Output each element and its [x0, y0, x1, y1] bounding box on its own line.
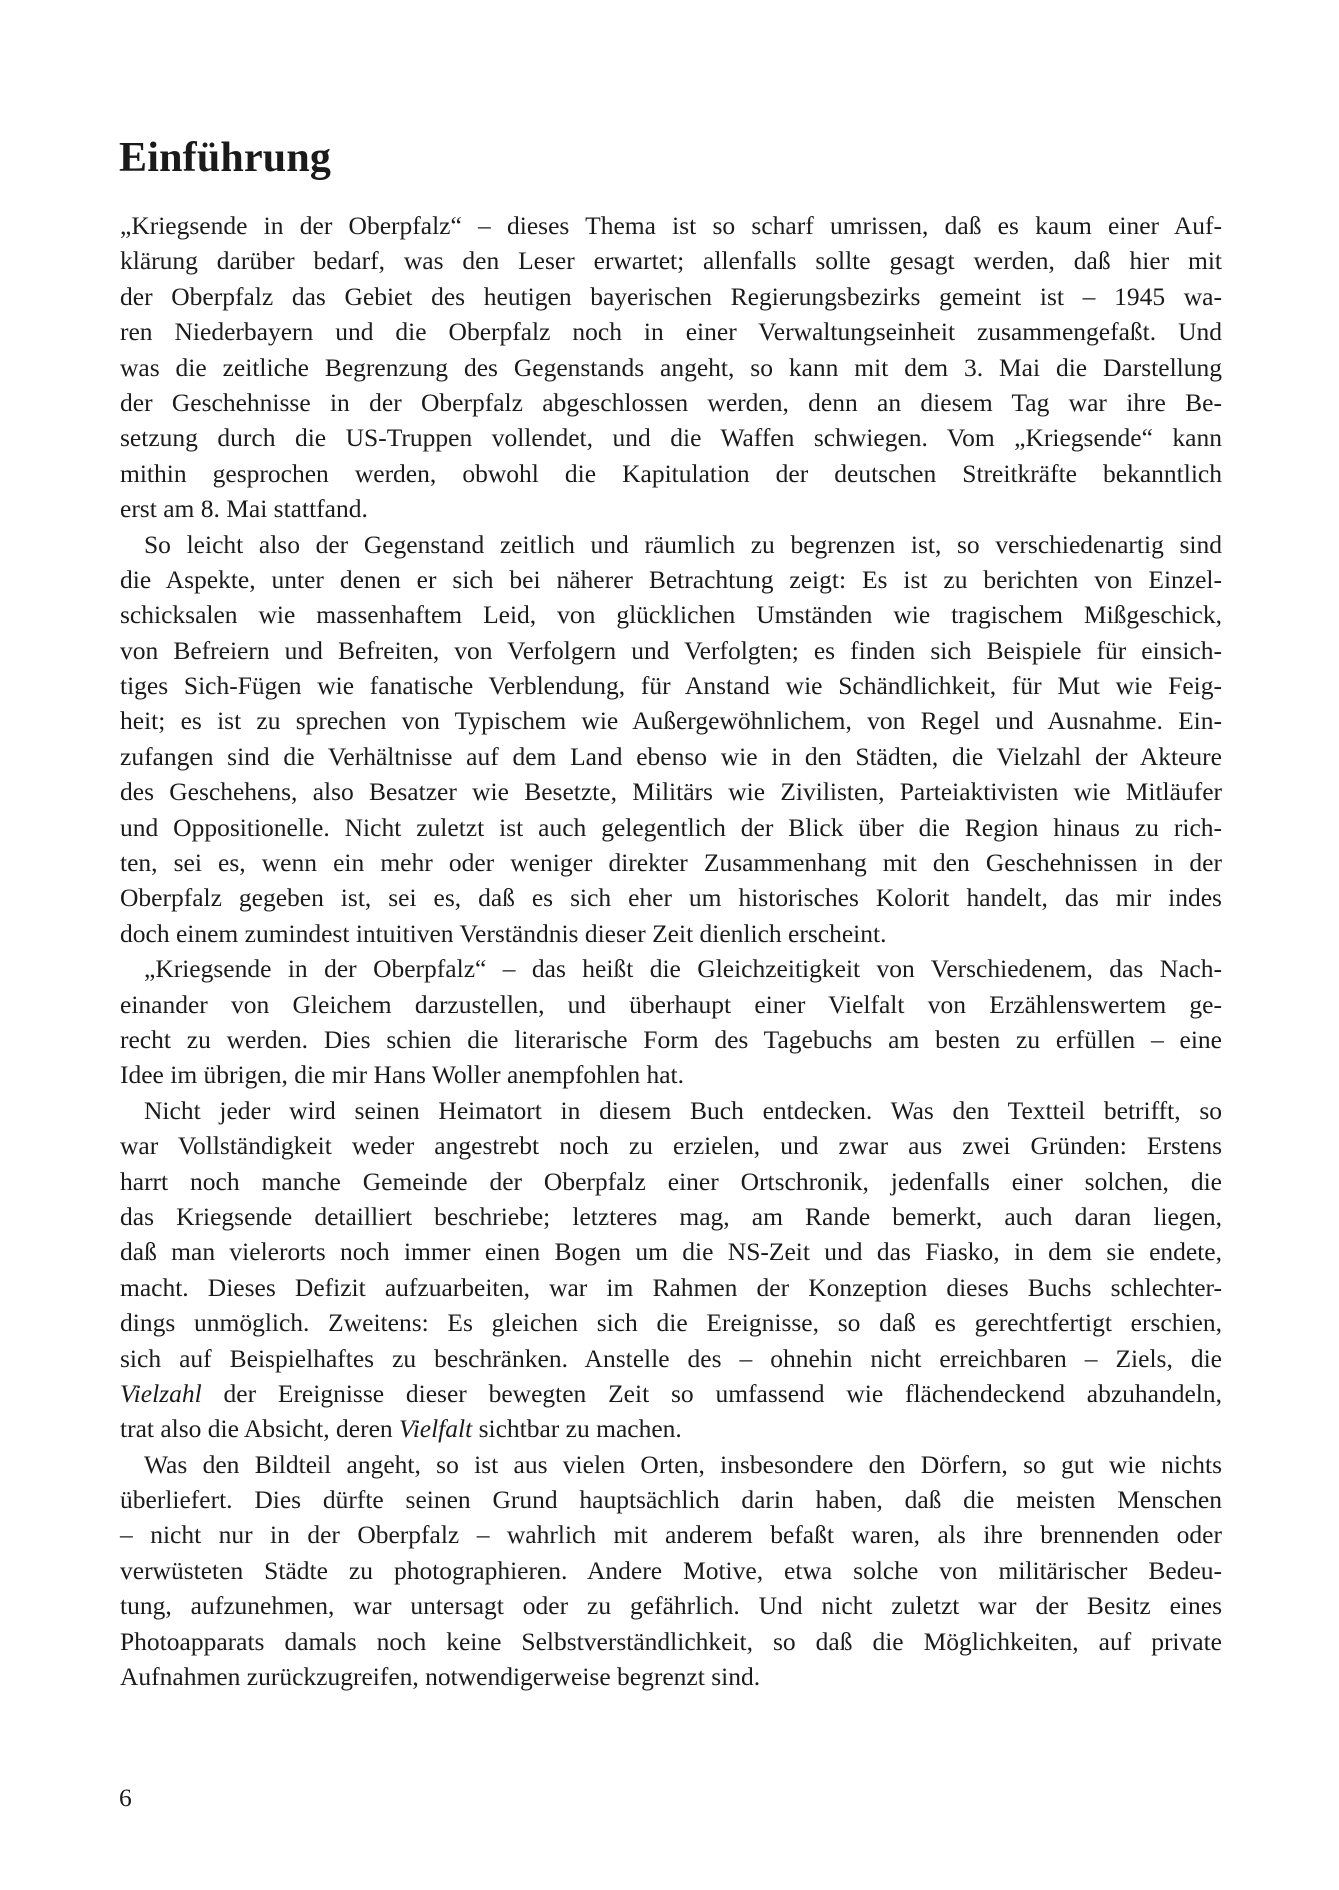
text-line [120, 1164, 1222, 1199]
text-span: und Oppositionelle. Nicht zuletzt ist auch gelegentlich der Blick über die Region hinaus zu rich- [120, 812, 1222, 842]
text-line [120, 243, 1222, 278]
text-span: einander von Gleichem darzustellen, und überhaupt einer Vielfalt von Erzählenswertem ge- [120, 989, 1222, 1019]
italic-text: Vielzahl [120, 1378, 202, 1408]
text-line [120, 597, 1222, 632]
text-span: erst am 8. Mai stattfand. [120, 494, 368, 524]
text-span: mithin gesprochen werden, obwohl die Kapitulation der deutschen Streitkräfte bekanntlich [120, 458, 1222, 488]
text-span: klärung darüber bedarf, was den Leser erwartet; allenfalls sollte gesagt werden, daß hier mit [120, 246, 1222, 276]
text-span: heit; es ist zu sprechen von Typischem wie Außergewöhnlichem, von Regel und Ausnahme. Ein- [120, 706, 1222, 736]
text-span: dings unmöglich. Zweitens: Es gleichen sich die Ereignisse, so daß es gerechtfertigt erschien, [120, 1308, 1222, 1338]
text-line [120, 1270, 1222, 1305]
text-span: ten, sei es, wenn ein mehr oder weniger direkter Zusammenhang mit den Geschehnissen in der [120, 848, 1222, 878]
body-text [120, 208, 1222, 1694]
text-span: der Geschehnisse in der Oberpfalz abgeschlossen werden, denn an diesem Tag war ihre Be- [120, 387, 1222, 417]
text-span: harrt noch manche Gemeinde der Oberpfalz einer Ortschronik, jedenfalls einer solchen, die [120, 1166, 1222, 1196]
text-line [120, 987, 1222, 1022]
text-span: setzung durch die US-Truppen vollendet, und die Waffen schwiegen. Vom „Kriegsende“ kann [120, 423, 1222, 453]
paragraph [120, 1093, 1222, 1447]
text-span: Oberpfalz gegeben ist, sei es, daß es sich eher um historisches Kolorit handelt, das mir indes [120, 883, 1222, 913]
text-span: des Geschehens, also Besatzer wie Besetzte, Militärs wie Zivilisten, Parteiaktivisten wie Mitläufer [120, 777, 1222, 807]
chapter-title: Einführung [119, 135, 332, 181]
text-line [120, 1624, 1222, 1659]
text-span: Aufnahmen zurückzugreifen, notwendigerweise begrenzt sind. [120, 1662, 761, 1692]
text-line [120, 491, 1222, 526]
paragraph [120, 527, 1222, 952]
text-span: sichtbar zu machen. [472, 1414, 682, 1444]
text-line [120, 703, 1222, 738]
text-span: überliefert. Dies dürfte seinen Grund hauptsächlich darin haben, daß die meisten Menschen [120, 1485, 1222, 1515]
text-span: sich auf Beispielhaftes zu beschränken. Anstelle des – ohnehin nicht erreichbaren – Ziels, die [120, 1343, 1222, 1373]
text-line [120, 314, 1222, 349]
text-span: recht zu werden. Dies schien die literarische Form des Tagebuchs am besten zu erfüllen – eine [120, 1024, 1222, 1054]
italic-text: Vielfalt [399, 1414, 473, 1444]
text-line [120, 916, 1222, 951]
text-line [120, 774, 1222, 809]
text-line [120, 1093, 1222, 1128]
text-line [120, 668, 1222, 703]
text-span: ren Niederbayern und die Oberpfalz noch in einer Verwaltungseinheit zusammengefaßt. Und [120, 317, 1222, 347]
text-line [120, 1411, 1222, 1446]
text-span: trat also die Absicht, deren [120, 1414, 400, 1444]
text-span: das Kriegsende detailliert beschriebe; letzteres mag, am Rande bemerkt, auch daran liegen, [120, 1201, 1222, 1231]
paragraph [120, 208, 1222, 527]
text-line [120, 1376, 1222, 1411]
text-line [120, 1553, 1222, 1588]
text-span: macht. Dieses Defizit aufzuarbeiten, war im Rahmen der Konzeption dieses Buchs schlechter- [120, 1272, 1222, 1302]
text-line [120, 1022, 1222, 1057]
text-span: daß man vielerorts noch immer einen Bogen um die NS-Zeit und das Fiasko, in dem sie endete, [120, 1237, 1222, 1267]
paragraph [120, 1447, 1222, 1695]
text-line [120, 845, 1222, 880]
text-span: tiges Sich-Fügen wie fanatische Verblendung, für Anstand wie Schändlichkeit, für Mut wie Feig- [120, 671, 1222, 701]
text-line [120, 350, 1222, 385]
text-line [120, 456, 1222, 491]
text-span: So leicht also der Gegenstand zeitlich und räumlich zu begrenzen ist, so verschiedenartig sind [144, 529, 1222, 559]
text-span: die Aspekte, unter denen er sich bei näherer Betrachtung zeigt: Es ist zu berichten von Einzel- [120, 564, 1222, 594]
text-line [120, 527, 1222, 562]
text-line [120, 1341, 1222, 1376]
text-span: „Kriegsende in der Oberpfalz“ – dieses Thema ist so scharf umrissen, daß es kaum einer Auf- [120, 211, 1222, 240]
text-span: Was den Bildteil angeht, so ist aus vielen Orten, insbesondere den Dörfern, so gut wie nichts [144, 1449, 1222, 1479]
text-span: zufangen sind die Verhältnisse auf dem Land ebenso wie in den Städten, die Vielzahl der Akteure [120, 741, 1222, 771]
text-span: was die zeitliche Begrenzung des Gegenstands angeht, so kann mit dem 3. Mai die Darstellung [120, 352, 1222, 382]
text-line [120, 385, 1222, 420]
text-line [120, 739, 1222, 774]
text-line [120, 562, 1222, 597]
text-line [120, 208, 1222, 243]
text-span: tung, aufzunehmen, war untersagt oder zu gefährlich. Und nicht zuletzt war der Besitz eines [120, 1591, 1222, 1621]
text-span: „Kriegsende in der Oberpfalz“ – das heißt die Gleichzeitigkeit von Verschiedenem, das Nach- [144, 954, 1222, 984]
text-line [120, 810, 1222, 845]
text-line [120, 1659, 1222, 1694]
text-span: der Ereignisse dieser bewegten Zeit so umfassend wie flächendeckend abzuhandeln, [201, 1378, 1222, 1408]
text-span: doch einem zumindest intuitiven Verständnis dieser Zeit dienlich erscheint. [120, 918, 887, 948]
text-line [120, 1305, 1222, 1340]
text-span: von Befreiern und Befreiten, von Verfolgern und Verfolgten; es finden sich Beispiele für einsich- [120, 635, 1222, 665]
text-line [120, 279, 1222, 314]
text-span: schicksalen wie massenhaftem Leid, von glücklichen Umständen wie tragischem Mißgeschick, [120, 600, 1222, 630]
text-span: verwüsteten Städte zu photographieren. Andere Motive, etwa solche von militärischer Bedeu- [120, 1555, 1222, 1585]
text-span: Photoapparats damals noch keine Selbstverständlichkeit, so daß die Möglichkeiten, auf private [120, 1626, 1222, 1656]
text-line [120, 880, 1222, 915]
text-line [120, 1588, 1222, 1623]
text-line [120, 1199, 1222, 1234]
text-line [120, 1447, 1222, 1482]
text-line [120, 1128, 1222, 1163]
text-span: Nicht jeder wird seinen Heimatort in diesem Buch entdecken. Was den Textteil betrifft, so [144, 1095, 1222, 1125]
text-span: der Oberpfalz das Gebiet des heutigen bayerischen Regierungsbezirks gemeint ist – 1945 wa- [120, 281, 1222, 311]
text-span: Idee im übrigen, die mir Hans Woller anempfohlen hat. [120, 1060, 684, 1090]
text-line [120, 1482, 1222, 1517]
paragraph [120, 951, 1222, 1093]
text-line [120, 633, 1222, 668]
text-line [120, 1057, 1222, 1092]
text-line [120, 1234, 1222, 1269]
text-span: – nicht nur in der Oberpfalz – wahrlich mit anderem befaßt waren, als ihre brennenden oder [120, 1520, 1222, 1550]
text-line [120, 420, 1222, 455]
page-number: 6 [119, 1783, 132, 1812]
text-span: war Vollständigkeit weder angestrebt noch zu erzielen, und zwar aus zwei Gründen: Erstens [120, 1131, 1222, 1161]
text-line [120, 951, 1222, 986]
text-line [120, 1517, 1222, 1552]
